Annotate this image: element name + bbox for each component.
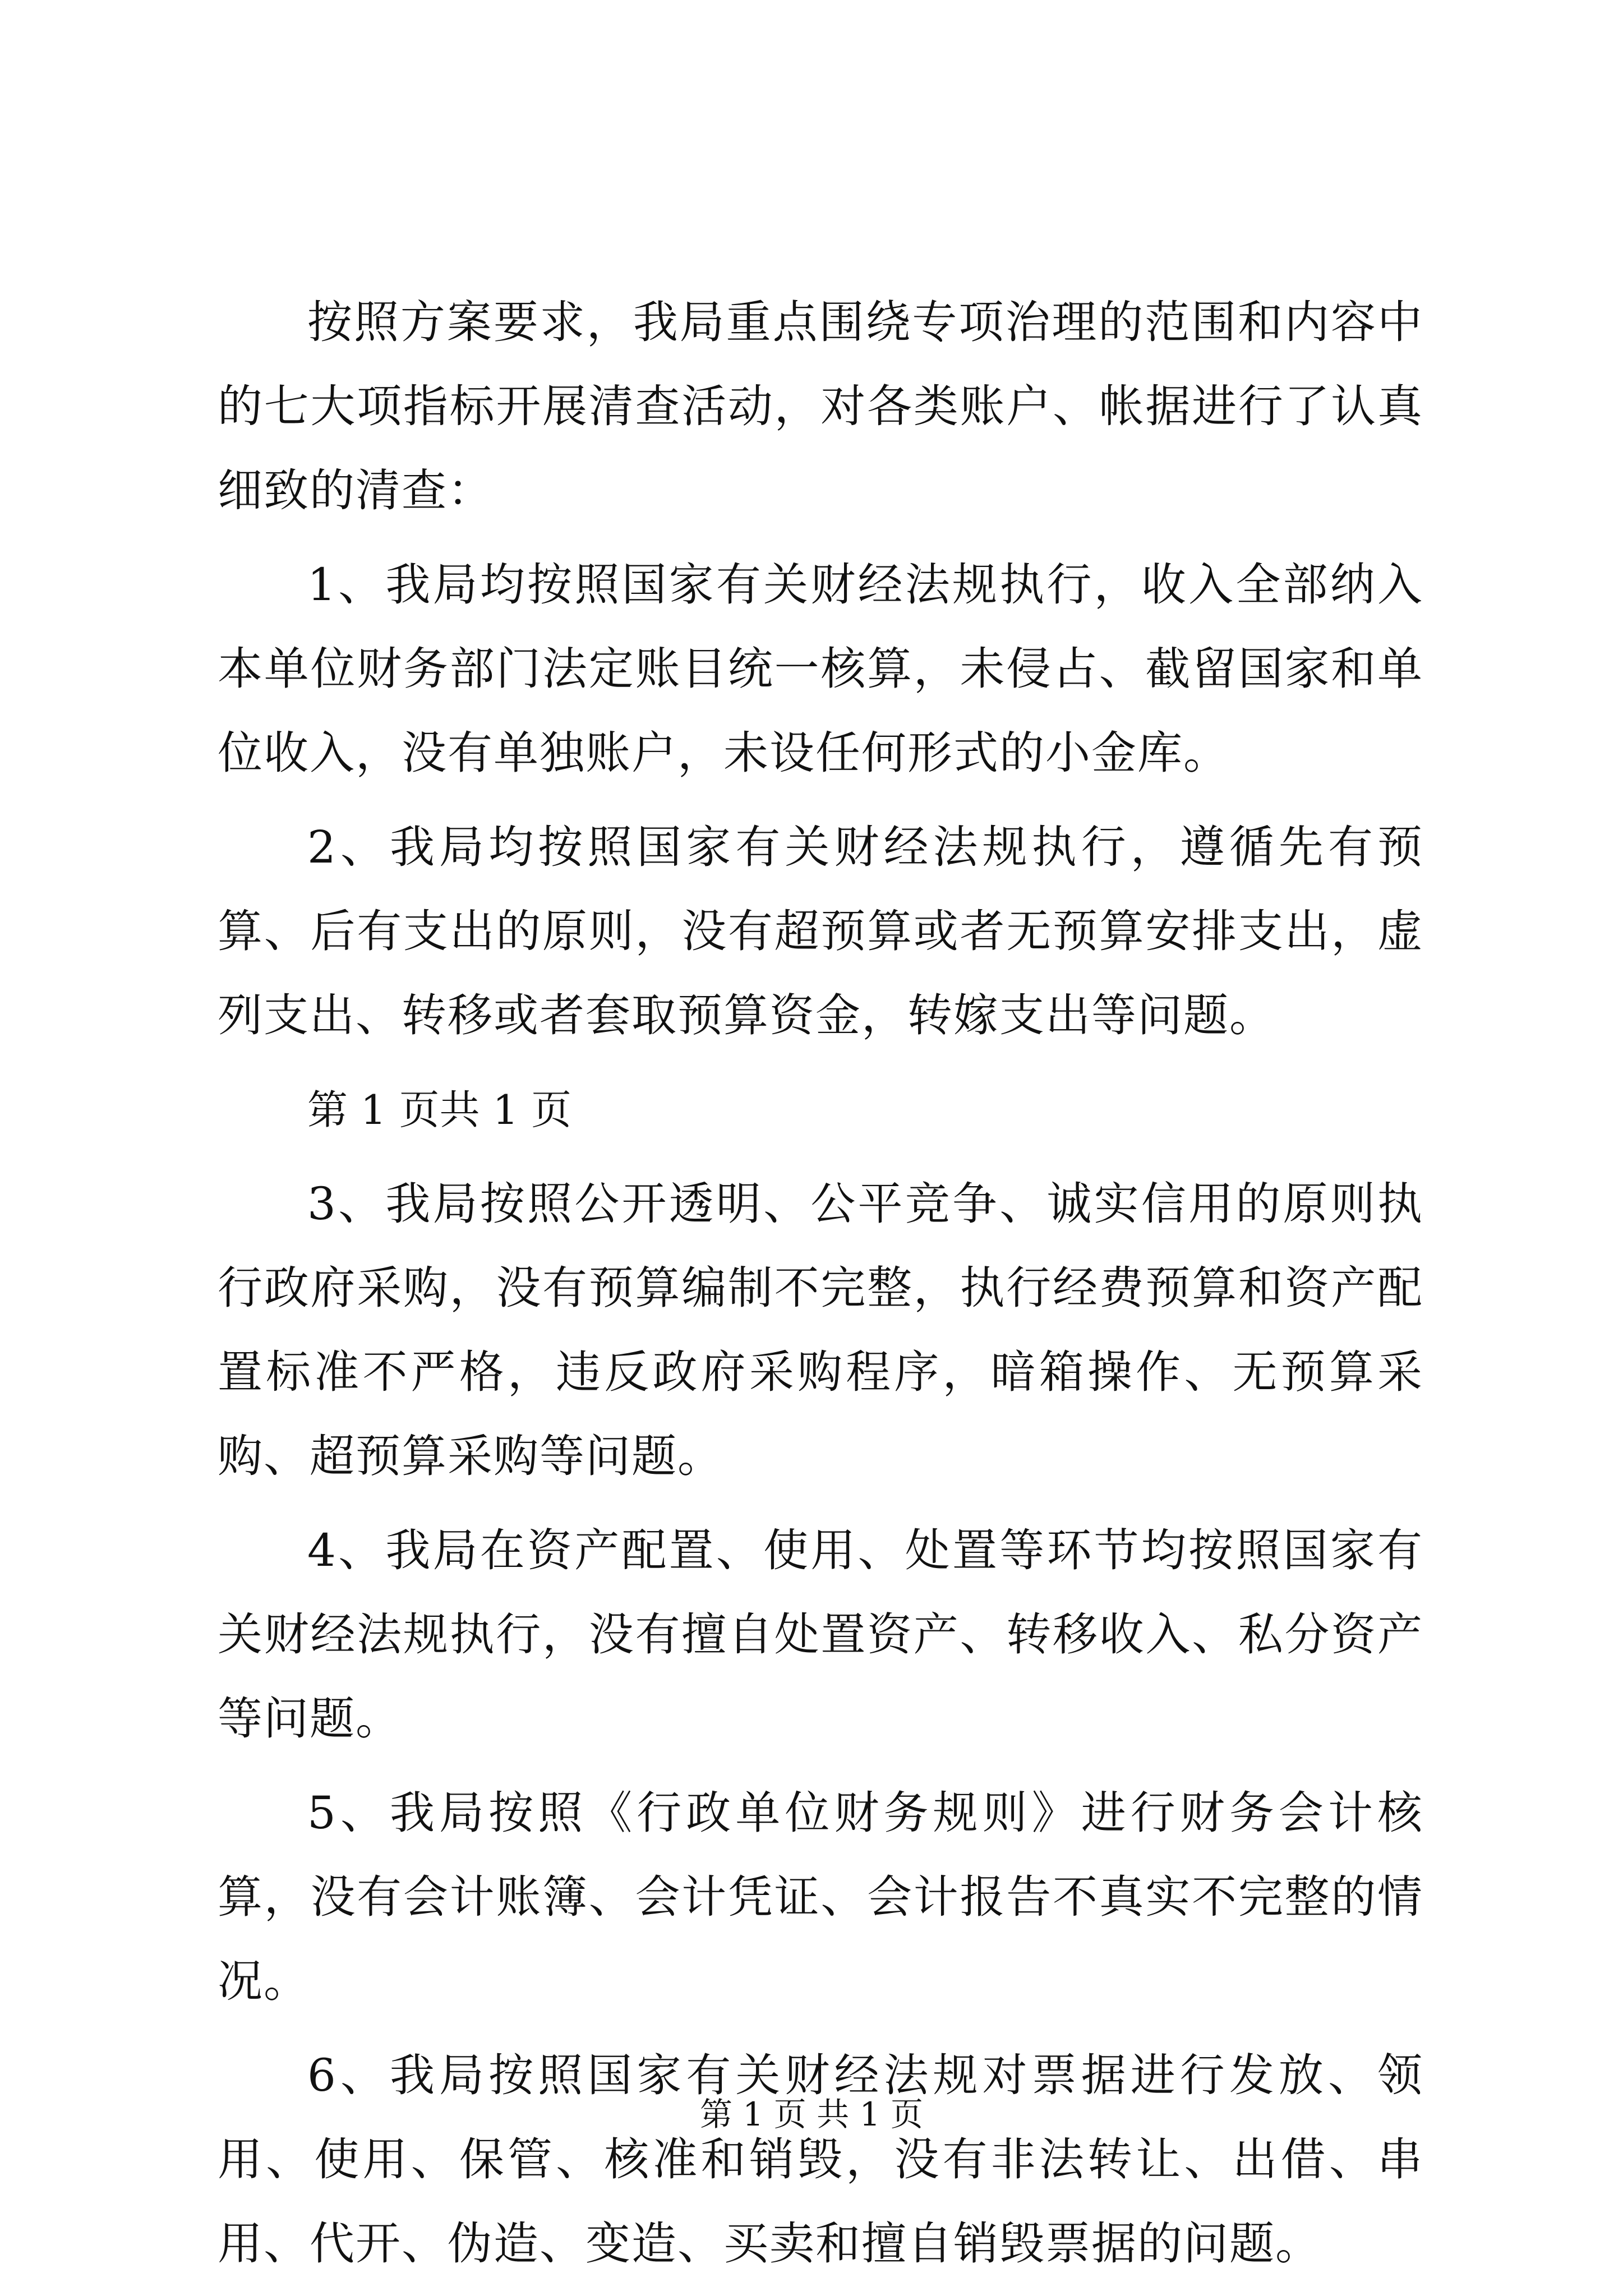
item-6-paragraph: 6、我局按照国家有关财经法规对票据进行发放、领用、使用、保管、核准和销毁，没有非法转让、出借、串用、代开、伪造、变造、买卖和擅自销毁票据的问题。 (218, 2049, 1423, 2270)
document-body (218, 280, 1423, 2296)
item-3-paragraph: 3、我局按照公开透明、公平竞争、诚实信用的原则执行政府采购，没有预算编制不完整，执行经费预算和资产配置标准不严格，违反政府采购程序，暗箱操作、无预算采购、超预算采购等问题。 (218, 1178, 1423, 1482)
inline-page-marker: 第 1 页共 1 页 (307, 1086, 572, 1133)
intro-paragraph: 按照方案要求，我局重点围绕专项治理的范围和内容中的七大项指标开展清查活动，对各类账户、帐据进行了认真细致的清查： (218, 296, 1423, 517)
item-4-paragraph: 4、我局在资产配置、使用、处置等环节均按照国家有关财经法规执行，没有擅自处置资产、转移收入、私分资产等问题。 (218, 1524, 1423, 1745)
item-2-paragraph: 2、我局均按照国家有关财经法规执行，遵循先有预算、后有支出的原则，没有超预算或者无预算安排支出，虚列支出、转移或者套取预算资金，转嫁支出等问题。 (218, 821, 1423, 1041)
item-5-paragraph: 5、我局按照《行政单位财务规则》进行财务会计核算，没有会计账簿、会计凭证、会计报告不真实不完整的情况。 (218, 1787, 1423, 2007)
page-footer: 第 1 页 共 1 页 (700, 2095, 923, 2133)
item-1-paragraph: 1、我局均按照国家有关财经法规执行，收入全部纳入本单位财务部门法定账目统一核算，未侵占、截留国家和单位收入，没有单独账户，未设任何形式的小金库。 (218, 559, 1423, 779)
